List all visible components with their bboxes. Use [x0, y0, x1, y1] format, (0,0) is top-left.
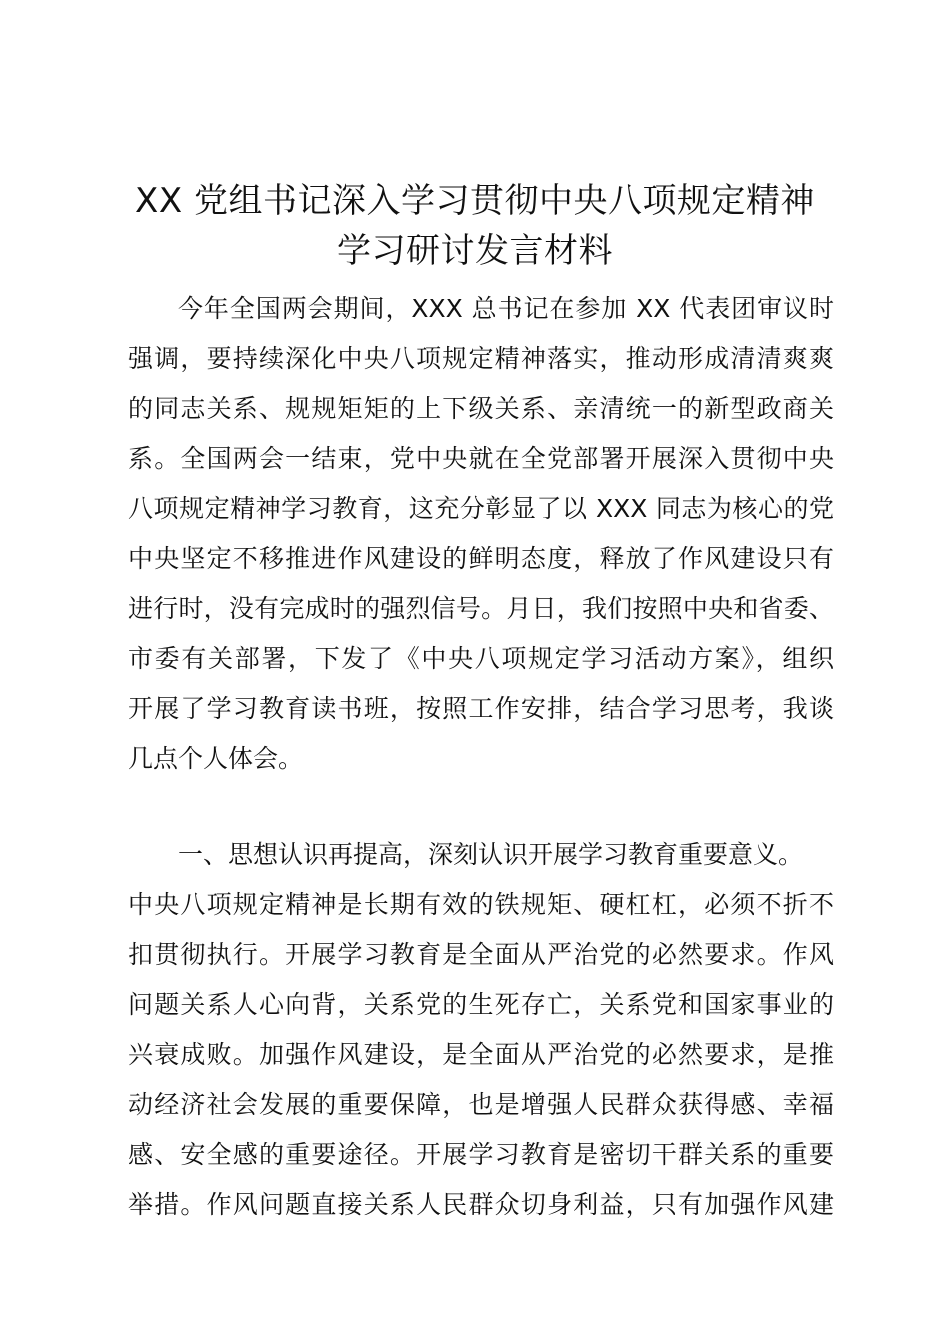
title-line-1: XX 党组书记深入学习贯彻中央八项规定精神 [135, 181, 815, 221]
text-line: 几点个人体会。 [128, 744, 304, 773]
text-line: 系。全国两会一结束，党中央就在全党部署开展深入贯彻中央 [128, 444, 834, 473]
text-line: 市委有关部署，下发了《中央八项规定学习活动方案》，组织 [128, 644, 834, 673]
text-line: 扣贯彻执行。开展学习教育是全面从严治党的必然要求。作风 [128, 940, 834, 969]
text-line: 中央八项规定精神是长期有效的铁规矩、硬杠杠，必须不折不 [128, 890, 834, 919]
text-line: 进行时，没有完成时的强烈信号。月日，我们按照中央和省委、 [128, 594, 834, 623]
text-line: 今年全国两会期间，XXX 总书记在参加 XX 代表团审议时 [178, 294, 834, 323]
text-line: 兴衰成败。加强作风建设，是全面从严治党的必然要求，是推 [128, 1040, 834, 1069]
paragraph-spacer [128, 784, 834, 830]
text-line: 强调，要持续深化中央八项规定精神落实，推动形成清清爽爽 [128, 344, 834, 373]
document-title [100, 176, 850, 276]
text-line: 动经济社会发展的重要保障，也是增强人民群众获得感、幸福 [128, 1090, 834, 1119]
text-line: 感、安全感的重要途径。开展学习教育是密切干群关系的重要 [128, 1140, 834, 1169]
text-line: 问题关系人心向背，关系党的生死存亡，关系党和国家事业的 [128, 990, 834, 1019]
title-line-2: 学习研讨发言材料 [337, 231, 613, 271]
document-body [128, 284, 834, 1230]
text-line: 举措。作风问题直接关系人民群众切身利益，只有加强作风建 [128, 1190, 834, 1219]
text-line: 八项规定精神学习教育，这充分彰显了以 XXX 同志为核心的党 [128, 494, 834, 523]
text-line: 中央坚定不移推进作风建设的鲜明态度，释放了作风建设只有 [128, 544, 834, 573]
paragraph-1 [128, 284, 834, 784]
section-heading-line: 一、思想认识再提高，深刻认识开展学习教育重要意义。 [178, 840, 804, 869]
text-line: 的同志关系、规规矩矩的上下级关系、亲清统一的新型政商关 [128, 394, 834, 423]
paragraph-2 [128, 830, 834, 1230]
text-line: 开展了学习教育读书班，按照工作安排，结合学习思考，我谈 [128, 694, 834, 723]
